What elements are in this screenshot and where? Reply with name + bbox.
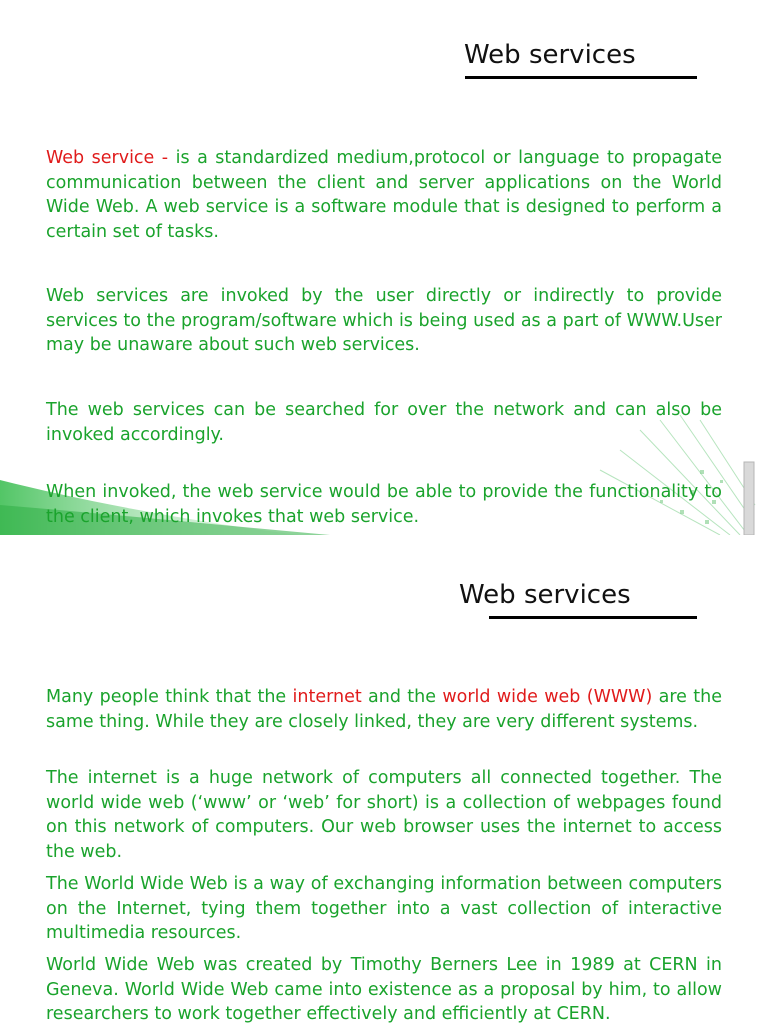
text-run: and the bbox=[361, 687, 443, 707]
term-www: world wide web (WWW) bbox=[442, 687, 653, 707]
device-edge-decoration bbox=[744, 462, 754, 535]
slide-1-para-2 bbox=[46, 284, 722, 358]
slide-2-para-3 bbox=[46, 872, 722, 946]
para-3-text: The World Wide Web is a way of exchanging information between computers on the Internet, tying them together into a vast collection of interactive multimedia resources. bbox=[46, 874, 722, 943]
text-run: are the same thing. While they are closely linked, they are very different systems. bbox=[46, 687, 722, 732]
slide-1-para-4 bbox=[46, 480, 722, 529]
slide-1-para-1 bbox=[46, 146, 722, 244]
slide-1-title: Web services bbox=[464, 40, 636, 70]
para-4-text: World Wide Web was created by Timothy Berners Lee in 1989 at CERN in Geneva. World Wide Web came into existence as a proposal by him, to allow researchers to work together effectively and efficiently at CERN. bbox=[46, 955, 722, 1024]
term-internet: internet bbox=[292, 687, 362, 707]
text-run: Many people think that the bbox=[46, 687, 293, 707]
slide-2-para-2 bbox=[46, 766, 722, 864]
slide-2-para-1 bbox=[46, 685, 722, 734]
slide-1-para-3 bbox=[46, 398, 722, 447]
title-underline bbox=[465, 76, 697, 79]
para-3-text: The web services can be searched for over the network and can also be invoked accordingly. bbox=[46, 400, 722, 445]
definition-text: is a standardized medium,protocol or language to propagate communication between the client and server applications on the World Wide Web. A web service is a software module that is designed to perform a certain set of tasks. bbox=[46, 148, 723, 242]
term-web-service: Web service - bbox=[46, 148, 169, 168]
slide-2 bbox=[0, 535, 768, 1024]
para-2-text: Web services are invoked by the user directly or indirectly to provide services to the program/software which is being used as a part of WWW.User may be unaware about such web services. bbox=[46, 286, 722, 355]
para-4-text: When invoked, the web service would be able to provide the functionality to the client, which invokes that web service. bbox=[46, 482, 722, 527]
title-underline bbox=[489, 616, 697, 619]
para-2-text: The internet is a huge network of computers all connected together. The world wide web (‘www’ or ‘web’ for short) is a collection of webpages found on this network of computers. Our web browser uses the internet to access the web. bbox=[46, 768, 722, 862]
slide-2-para-4 bbox=[46, 953, 722, 1024]
slide-2-title: Web services bbox=[459, 580, 631, 610]
